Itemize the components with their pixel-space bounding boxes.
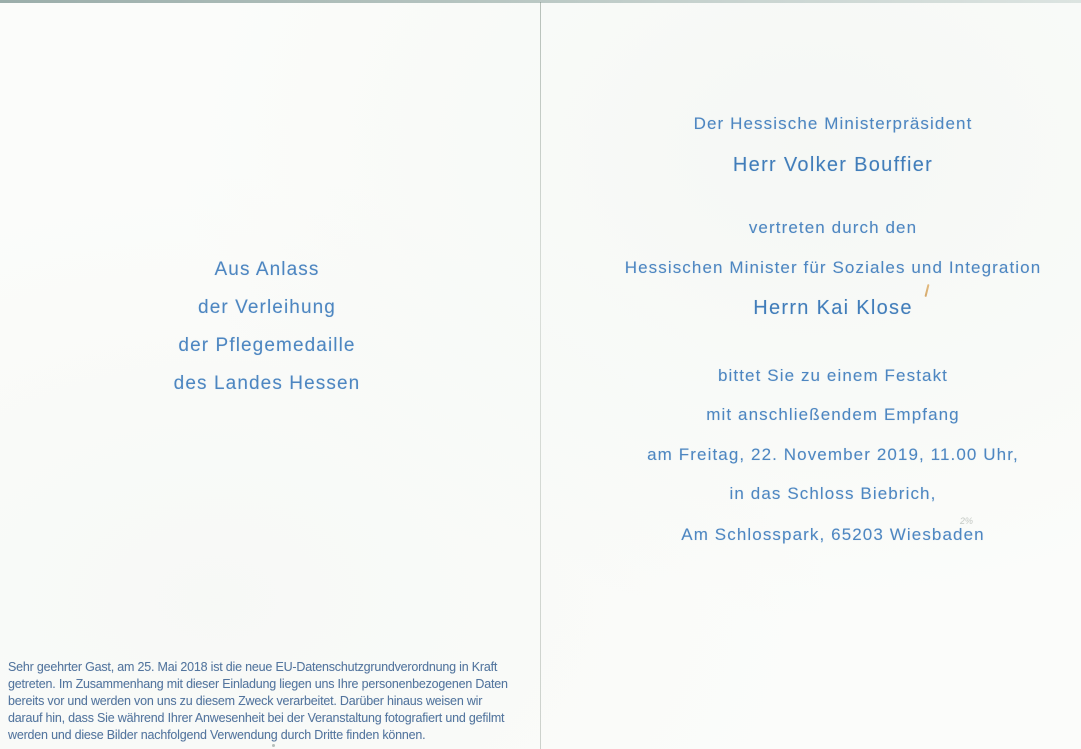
privacy-line-5: werden und diese Bilder nachfolgend Verwendung durch Dritte finden können. [8, 728, 426, 742]
occasion-line-2: der Verleihung [198, 297, 336, 318]
invite-reception: mit anschließendem Empfang [706, 405, 960, 424]
minister-name: Herrn Kai Klose [753, 297, 913, 319]
event-date-time: am Freitag, 22. November 2019, 11.00 Uhr, [647, 445, 1019, 464]
occasion-line-4: des Landes Hessen [173, 373, 361, 394]
host-title: Der Hessische Ministerpräsident [693, 114, 973, 133]
host-name: Herr Volker Bouffier [732, 154, 934, 176]
privacy-line-2: getreten. Im Zusammenhang mit dieser Einladung liegen uns Ihre personenbezogenen Daten [8, 677, 508, 691]
occasion-line-1: Aus Anlass [214, 259, 320, 280]
privacy-line-1: Sehr geehrter Gast, am 25. Mai 2018 ist die neue EU-Datenschutzgrundverordnung in Kraft [8, 660, 498, 674]
left-page [0, 0, 534, 749]
invite-event: bittet Sie zu einem Festakt [717, 366, 948, 385]
minister-title: Hessischen Minister für Soziales und Integration [624, 258, 1042, 277]
occasion-line-3: der Pflegemedaille [178, 335, 356, 356]
represented-by: vertreten durch den [748, 218, 918, 237]
scan-artifact-dot [272, 744, 275, 747]
event-address: Am Schlosspark, 65203 Wiesbaden [681, 525, 985, 544]
privacy-line-4: darauf hin, dass Sie während Ihrer Anwesenheit bei der Veranstaltung fotografiert und gefilmt [8, 711, 505, 725]
event-venue: in das Schloss Biebrich, [729, 484, 937, 503]
card-fold-line [540, 2, 541, 749]
privacy-notice [8, 659, 548, 744]
right-page [585, 0, 1081, 749]
privacy-line-3: bereits vor und werden von uns zu diesem Zweck verarbeitet. Darüber hinaus weisen wir [8, 694, 483, 708]
scan-artifact-smudge: 2% [959, 516, 974, 526]
